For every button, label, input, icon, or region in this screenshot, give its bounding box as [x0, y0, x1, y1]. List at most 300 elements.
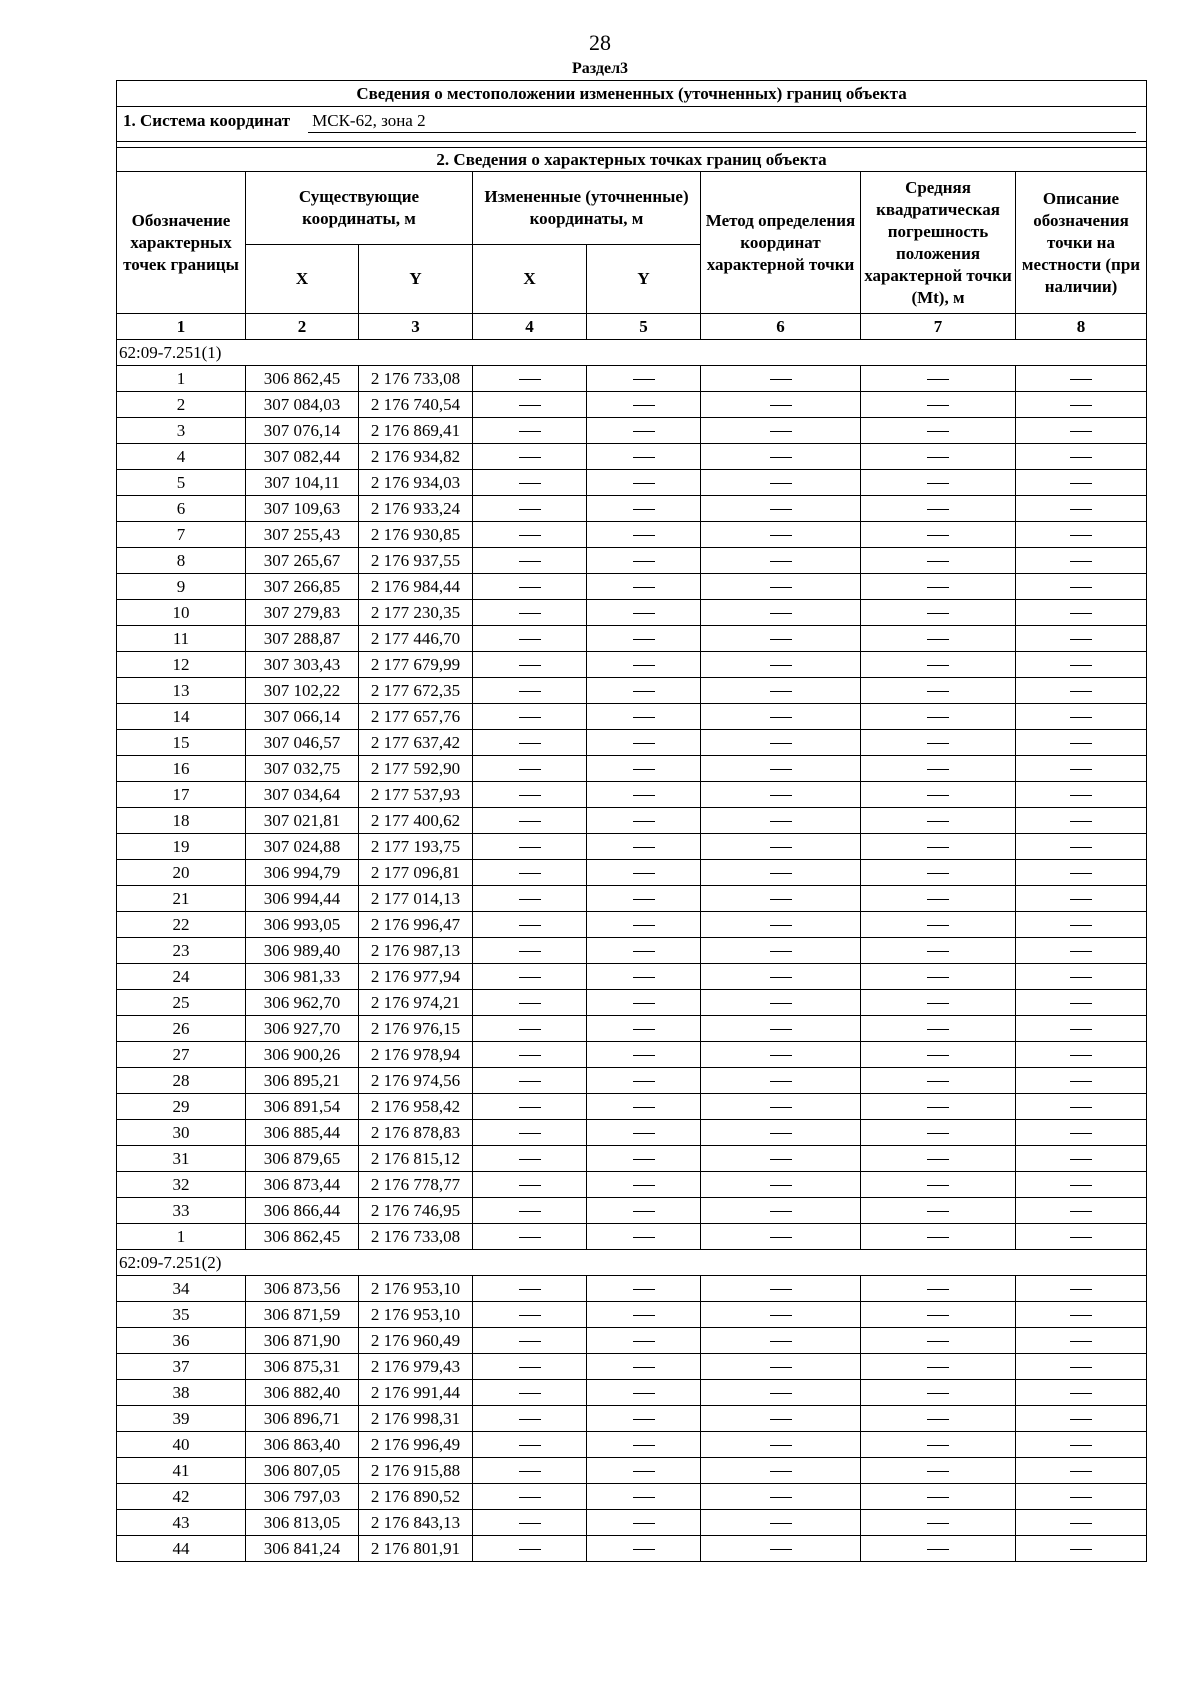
dash-mark: [633, 1497, 655, 1498]
error-empty: [861, 808, 1016, 834]
dash-mark: [1070, 1367, 1092, 1368]
method-empty: [701, 1276, 861, 1302]
error-empty: [861, 652, 1016, 678]
dash-mark: [770, 795, 792, 796]
changed-y-empty: [587, 392, 701, 418]
error-empty: [861, 574, 1016, 600]
changed-x-empty: [473, 1094, 587, 1120]
dash-mark: [519, 457, 541, 458]
dash-mark: [519, 379, 541, 380]
table-row: [117, 730, 1147, 756]
changed-x-empty: [473, 808, 587, 834]
dash-mark: [519, 1471, 541, 1472]
dash-mark: [519, 483, 541, 484]
changed-y-empty: [587, 1120, 701, 1146]
method-empty: [701, 626, 861, 652]
dash-mark: [770, 1523, 792, 1524]
error-empty: [861, 600, 1016, 626]
error-empty: [861, 886, 1016, 912]
existing-y: 2 176 974,56: [359, 1068, 473, 1094]
existing-x: 306 862,45: [246, 1224, 359, 1250]
dash-mark: [770, 1081, 792, 1082]
header-existing-y: Y: [359, 245, 473, 314]
table-row: [117, 1198, 1147, 1224]
dash-mark: [770, 743, 792, 744]
table-row: [117, 1536, 1147, 1562]
point-number: 10: [117, 600, 246, 626]
existing-y: 2 177 537,93: [359, 782, 473, 808]
method-empty: [701, 964, 861, 990]
error-empty: [861, 522, 1016, 548]
changed-x-empty: [473, 1406, 587, 1432]
dash-mark: [1070, 1445, 1092, 1446]
existing-y: 2 176 987,13: [359, 938, 473, 964]
changed-x-empty: [473, 860, 587, 886]
point-number: 17: [117, 782, 246, 808]
dash-mark: [633, 535, 655, 536]
dash-mark: [927, 1159, 949, 1160]
changed-y-empty: [587, 886, 701, 912]
dash-mark: [519, 769, 541, 770]
method-empty: [701, 574, 861, 600]
dash-mark: [927, 1341, 949, 1342]
description-empty: [1016, 938, 1147, 964]
changed-x-empty: [473, 392, 587, 418]
existing-y: 2 176 958,42: [359, 1094, 473, 1120]
dash-mark: [1070, 925, 1092, 926]
method-empty: [701, 938, 861, 964]
dash-mark: [633, 431, 655, 432]
table-row: [117, 964, 1147, 990]
header-designation: Обозначение характерных точек границы: [117, 172, 246, 314]
dash-mark: [519, 873, 541, 874]
dash-mark: [770, 405, 792, 406]
dash-mark: [1070, 587, 1092, 588]
method-empty: [701, 392, 861, 418]
existing-y: 2 176 869,41: [359, 418, 473, 444]
point-number: 43: [117, 1510, 246, 1536]
dash-mark: [927, 795, 949, 796]
changed-x-empty: [473, 1432, 587, 1458]
table-row: [117, 1172, 1147, 1198]
table-row: [117, 1432, 1147, 1458]
existing-x: 307 076,14: [246, 418, 359, 444]
error-empty: [861, 860, 1016, 886]
table-row: [117, 808, 1147, 834]
dash-mark: [770, 873, 792, 874]
error-empty: [861, 756, 1016, 782]
point-number: 22: [117, 912, 246, 938]
description-empty: [1016, 1068, 1147, 1094]
error-empty: [861, 782, 1016, 808]
dash-mark: [770, 431, 792, 432]
changed-x-empty: [473, 938, 587, 964]
description-empty: [1016, 782, 1147, 808]
table-row: [117, 1276, 1147, 1302]
error-empty: [861, 1276, 1016, 1302]
dash-mark: [927, 509, 949, 510]
dash-mark: [770, 691, 792, 692]
changed-x-empty: [473, 1536, 587, 1562]
dash-mark: [519, 1393, 541, 1394]
existing-y: 2 176 977,94: [359, 964, 473, 990]
dash-mark: [927, 1107, 949, 1108]
dash-mark: [770, 483, 792, 484]
dash-mark: [519, 1549, 541, 1550]
dash-mark: [519, 1341, 541, 1342]
table-row: [117, 678, 1147, 704]
error-empty: [861, 366, 1016, 392]
error-empty: [861, 1146, 1016, 1172]
changed-y-empty: [587, 730, 701, 756]
dash-mark: [927, 1497, 949, 1498]
changed-y-empty: [587, 834, 701, 860]
table-row: [117, 1016, 1147, 1042]
changed-x-empty: [473, 1224, 587, 1250]
header-changed-x: X: [473, 245, 587, 314]
changed-y-empty: [587, 1328, 701, 1354]
point-number: 19: [117, 834, 246, 860]
existing-y: 2 176 979,43: [359, 1354, 473, 1380]
dash-mark: [1070, 1289, 1092, 1290]
existing-x: 306 863,40: [246, 1432, 359, 1458]
dash-mark: [770, 1471, 792, 1472]
description-empty: [1016, 1224, 1147, 1250]
method-empty: [701, 1328, 861, 1354]
dash-mark: [770, 379, 792, 380]
changed-x-empty: [473, 418, 587, 444]
method-empty: [701, 1458, 861, 1484]
table-row: [117, 366, 1147, 392]
error-empty: [861, 964, 1016, 990]
changed-y-empty: [587, 366, 701, 392]
dash-mark: [770, 1055, 792, 1056]
column-number: 4: [473, 314, 587, 340]
header-method: Метод определения координат характерной точки: [701, 172, 861, 314]
method-empty: [701, 1094, 861, 1120]
changed-y-empty: [587, 990, 701, 1016]
dash-mark: [519, 535, 541, 536]
dash-mark: [633, 951, 655, 952]
method-empty: [701, 990, 861, 1016]
dash-mark: [927, 1237, 949, 1238]
dash-mark: [633, 795, 655, 796]
existing-y: 2 176 890,52: [359, 1484, 473, 1510]
dash-mark: [633, 1029, 655, 1030]
point-number: 38: [117, 1380, 246, 1406]
dash-mark: [519, 665, 541, 666]
dash-mark: [633, 1419, 655, 1420]
changed-y-empty: [587, 1406, 701, 1432]
method-empty: [701, 496, 861, 522]
header-description: Описание обозначения точки на местности (при наличии): [1016, 172, 1147, 314]
dash-mark: [1070, 977, 1092, 978]
changed-x-empty: [473, 1172, 587, 1198]
changed-y-empty: [587, 626, 701, 652]
method-empty: [701, 1484, 861, 1510]
dash-mark: [633, 1055, 655, 1056]
dash-mark: [770, 717, 792, 718]
existing-y: 2 176 733,08: [359, 1224, 473, 1250]
point-number: 41: [117, 1458, 246, 1484]
existing-y: 2 176 778,77: [359, 1172, 473, 1198]
method-empty: [701, 1510, 861, 1536]
changed-y-empty: [587, 860, 701, 886]
table-row: [117, 1120, 1147, 1146]
dash-mark: [927, 587, 949, 588]
description-empty: [1016, 574, 1147, 600]
dash-mark: [1070, 405, 1092, 406]
dash-mark: [633, 1185, 655, 1186]
method-empty: [701, 1146, 861, 1172]
changed-x-empty: [473, 964, 587, 990]
table-title: Сведения о местоположении измененных (уточненных) границ объекта: [117, 81, 1147, 107]
dash-mark: [519, 977, 541, 978]
dash-mark: [770, 1029, 792, 1030]
dash-mark: [1070, 769, 1092, 770]
dash-mark: [519, 1003, 541, 1004]
existing-y: 2 176 998,31: [359, 1406, 473, 1432]
dash-mark: [633, 665, 655, 666]
table-row: [117, 990, 1147, 1016]
existing-y: 2 177 679,99: [359, 652, 473, 678]
changed-y-empty: [587, 1354, 701, 1380]
changed-x-empty: [473, 600, 587, 626]
existing-y: 2 176 815,12: [359, 1146, 473, 1172]
points-section-title: 2. Сведения о характерных точках границ объекта: [117, 148, 1147, 172]
dash-mark: [770, 1445, 792, 1446]
point-number: 36: [117, 1328, 246, 1354]
point-number: 31: [117, 1146, 246, 1172]
existing-x: 306 866,44: [246, 1198, 359, 1224]
existing-x: 307 046,57: [246, 730, 359, 756]
existing-y: 2 176 934,03: [359, 470, 473, 496]
changed-x-empty: [473, 626, 587, 652]
header-existing-x: X: [246, 245, 359, 314]
existing-x: 307 034,64: [246, 782, 359, 808]
changed-y-empty: [587, 574, 701, 600]
changed-x-empty: [473, 548, 587, 574]
dash-mark: [633, 769, 655, 770]
dash-mark: [519, 1497, 541, 1498]
point-number: 18: [117, 808, 246, 834]
changed-y-empty: [587, 522, 701, 548]
point-number: 23: [117, 938, 246, 964]
dash-mark: [1070, 899, 1092, 900]
dash-mark: [519, 1367, 541, 1368]
dash-mark: [633, 977, 655, 978]
changed-x-empty: [473, 366, 587, 392]
dash-mark: [519, 821, 541, 822]
description-empty: [1016, 548, 1147, 574]
changed-x-empty: [473, 470, 587, 496]
dash-mark: [1070, 639, 1092, 640]
existing-x: 307 279,83: [246, 600, 359, 626]
dash-mark: [519, 405, 541, 406]
dash-mark: [1070, 795, 1092, 796]
dash-mark: [770, 1237, 792, 1238]
existing-y: 2 176 801,91: [359, 1536, 473, 1562]
changed-x-empty: [473, 704, 587, 730]
dash-mark: [927, 1471, 949, 1472]
existing-x: 306 994,44: [246, 886, 359, 912]
method-empty: [701, 1224, 861, 1250]
method-empty: [701, 1302, 861, 1328]
method-empty: [701, 834, 861, 860]
dash-mark: [1070, 613, 1092, 614]
column-number: 8: [1016, 314, 1147, 340]
existing-x: 306 900,26: [246, 1042, 359, 1068]
dash-mark: [1070, 1497, 1092, 1498]
changed-x-empty: [473, 1380, 587, 1406]
description-empty: [1016, 1328, 1147, 1354]
dash-mark: [633, 743, 655, 744]
existing-y: 2 176 930,85: [359, 522, 473, 548]
dash-mark: [1070, 483, 1092, 484]
changed-y-empty: [587, 912, 701, 938]
dash-mark: [927, 951, 949, 952]
existing-x: 307 082,44: [246, 444, 359, 470]
existing-x: 306 841,24: [246, 1536, 359, 1562]
column-number: 6: [701, 314, 861, 340]
dash-mark: [633, 847, 655, 848]
table-row: [117, 1406, 1147, 1432]
point-number: 42: [117, 1484, 246, 1510]
dash-mark: [927, 1029, 949, 1030]
description-empty: [1016, 1432, 1147, 1458]
method-empty: [701, 1120, 861, 1146]
dash-mark: [1070, 847, 1092, 848]
dash-mark: [770, 977, 792, 978]
method-empty: [701, 1172, 861, 1198]
existing-x: 307 066,14: [246, 704, 359, 730]
point-number: 37: [117, 1354, 246, 1380]
header-error: Средняя квадратическая погрешность положения характерной точки (Mt), м: [861, 172, 1016, 314]
dash-mark: [1070, 1315, 1092, 1316]
point-number: 9: [117, 574, 246, 600]
table-row: [117, 1146, 1147, 1172]
changed-x-empty: [473, 782, 587, 808]
dash-mark: [633, 1445, 655, 1446]
existing-x: 306 885,44: [246, 1120, 359, 1146]
changed-y-empty: [587, 1458, 701, 1484]
existing-y: 2 176 996,47: [359, 912, 473, 938]
changed-x-empty: [473, 886, 587, 912]
dash-mark: [770, 1133, 792, 1134]
description-empty: [1016, 730, 1147, 756]
method-empty: [701, 522, 861, 548]
changed-x-empty: [473, 1068, 587, 1094]
dash-mark: [1070, 743, 1092, 744]
table-row: [117, 1094, 1147, 1120]
dash-mark: [1070, 1237, 1092, 1238]
table-row: [117, 1354, 1147, 1380]
dash-mark: [927, 405, 949, 406]
description-empty: [1016, 1198, 1147, 1224]
dash-mark: [519, 561, 541, 562]
dash-mark: [1070, 1341, 1092, 1342]
error-empty: [861, 938, 1016, 964]
description-empty: [1016, 834, 1147, 860]
dash-mark: [1070, 509, 1092, 510]
error-empty: [861, 730, 1016, 756]
description-empty: [1016, 808, 1147, 834]
point-number: 16: [117, 756, 246, 782]
existing-x: 307 032,75: [246, 756, 359, 782]
dash-mark: [927, 1055, 949, 1056]
existing-x: 307 288,87: [246, 626, 359, 652]
column-number: 2: [246, 314, 359, 340]
dash-mark: [770, 1211, 792, 1212]
error-empty: [861, 1120, 1016, 1146]
dash-mark: [633, 1107, 655, 1108]
dash-mark: [1070, 1133, 1092, 1134]
changed-y-empty: [587, 704, 701, 730]
existing-y: 2 177 657,76: [359, 704, 473, 730]
table-row: [117, 1484, 1147, 1510]
method-empty: [701, 756, 861, 782]
error-empty: [861, 548, 1016, 574]
method-empty: [701, 548, 861, 574]
table-row: [117, 392, 1147, 418]
existing-y: 2 177 230,35: [359, 600, 473, 626]
existing-x: 306 989,40: [246, 938, 359, 964]
table-row: [117, 938, 1147, 964]
existing-x: 306 993,05: [246, 912, 359, 938]
existing-y: 2 177 446,70: [359, 626, 473, 652]
error-empty: [861, 1380, 1016, 1406]
dash-mark: [519, 717, 541, 718]
changed-x-empty: [473, 1120, 587, 1146]
existing-y: 2 177 193,75: [359, 834, 473, 860]
dash-mark: [927, 639, 949, 640]
dash-mark: [927, 1185, 949, 1186]
dash-mark: [927, 769, 949, 770]
method-empty: [701, 912, 861, 938]
table-row: [117, 574, 1147, 600]
dash-mark: [927, 1523, 949, 1524]
method-empty: [701, 652, 861, 678]
error-empty: [861, 678, 1016, 704]
error-empty: [861, 1510, 1016, 1536]
description-empty: [1016, 1406, 1147, 1432]
existing-x: 306 891,54: [246, 1094, 359, 1120]
point-number: 33: [117, 1198, 246, 1224]
error-empty: [861, 1302, 1016, 1328]
changed-y-empty: [587, 1172, 701, 1198]
dash-mark: [927, 1315, 949, 1316]
dash-mark: [770, 899, 792, 900]
error-empty: [861, 912, 1016, 938]
point-number: 14: [117, 704, 246, 730]
dash-mark: [519, 639, 541, 640]
description-empty: [1016, 990, 1147, 1016]
error-empty: [861, 1406, 1016, 1432]
changed-x-empty: [473, 1016, 587, 1042]
dash-mark: [519, 691, 541, 692]
dash-mark: [519, 1185, 541, 1186]
changed-y-empty: [587, 1276, 701, 1302]
dash-mark: [1070, 1055, 1092, 1056]
point-number: 26: [117, 1016, 246, 1042]
error-empty: [861, 834, 1016, 860]
dash-mark: [519, 1419, 541, 1420]
changed-y-empty: [587, 1068, 701, 1094]
description-empty: [1016, 600, 1147, 626]
dash-mark: [519, 1289, 541, 1290]
description-empty: [1016, 1120, 1147, 1146]
dash-mark: [633, 821, 655, 822]
